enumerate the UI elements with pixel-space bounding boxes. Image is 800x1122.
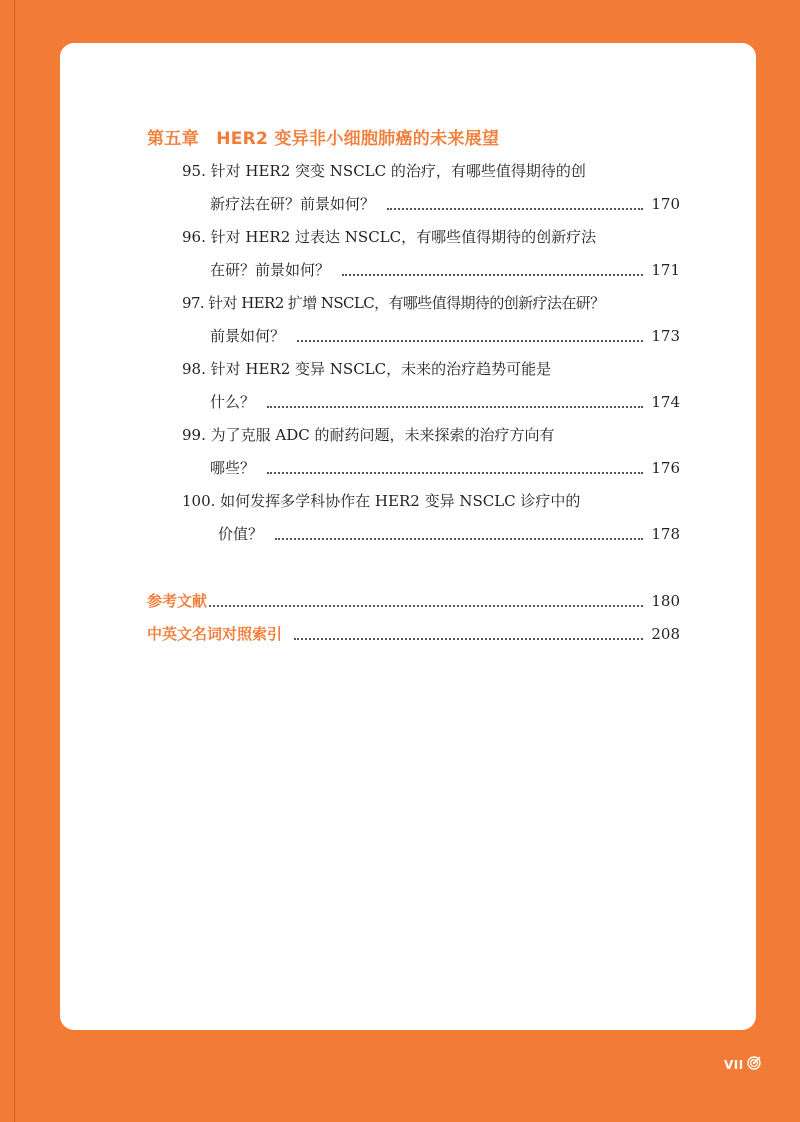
toc-entry-question-line2-row <box>210 458 680 478</box>
toc-entry-question-line1: 99. 为了克服 ADC 的耐药问题，未来探索的治疗方向有 <box>182 426 555 444</box>
toc-entry-question-line2: 在研？前景如何？ <box>210 261 331 279</box>
toc-entry-question-line1: 100. 如何发挥多学科协作在 HER2 变异 NSCLC 诊疗中的 <box>182 492 581 510</box>
chapter-title: 第五章 HER2 变异非小细胞肺癌的未来展望 <box>147 129 500 149</box>
references-label: 参考文献 <box>147 592 208 610</box>
toc-back-matter-index[interactable] <box>147 624 680 644</box>
toc-entry-question-line2-row <box>218 524 680 544</box>
toc-entry-question-line2-row <box>210 326 680 346</box>
references-page-number: 180 <box>651 592 680 610</box>
page-footer <box>724 1056 761 1073</box>
page-number-roman: VII <box>724 1057 744 1072</box>
leader-dots <box>267 471 643 474</box>
toc-entry-page-number: 176 <box>651 459 680 477</box>
target-icon <box>744 1056 761 1073</box>
toc-entry-question-line1: 96. 针对 HER2 过表达 NSCLC，有哪些值得期待的创新疗法 <box>182 228 597 246</box>
leader-dots <box>275 537 643 540</box>
page-spine-line <box>14 0 15 1122</box>
toc-entry-question-line2: 新疗法在研？前景如何？ <box>210 195 376 213</box>
toc-entry-question-line2: 价值？ <box>218 525 264 543</box>
toc-entry-question-line2-row <box>210 392 680 412</box>
leader-dots <box>209 604 643 607</box>
toc-entry-question-line2: 哪些？ <box>210 459 256 477</box>
index-page-number: 208 <box>651 625 680 643</box>
toc-entry-page-number: 173 <box>651 327 680 345</box>
leader-dots <box>267 405 643 408</box>
index-label: 中英文名词对照索引 <box>147 625 283 643</box>
toc-entry-question-line2: 前景如何？ <box>210 327 286 345</box>
leader-dots <box>297 339 643 342</box>
toc-entry-page-number: 170 <box>651 195 680 213</box>
toc-entry-question-line1: 95. 针对 HER2 突变 NSCLC 的治疗，有哪些值得期待的创 <box>182 162 586 180</box>
toc-entry-page-number: 171 <box>651 261 680 279</box>
toc-entry-question-line2-row <box>210 194 680 214</box>
toc-entry-question-line2: 什么？ <box>210 393 256 411</box>
toc-entry-page-number: 174 <box>651 393 680 411</box>
toc-entry-question-line2-row <box>210 260 680 280</box>
toc-entry-question-line1: 98. 针对 HER2 变异 NSCLC，未来的治疗趋势可能是 <box>182 360 552 378</box>
toc-entry-page-number: 178 <box>651 525 680 543</box>
leader-dots <box>387 207 643 210</box>
leader-dots <box>294 637 643 640</box>
toc-entry-question-line1: 97. 针对 HER2 扩增 NSCLC，有哪些值得期待的创新疗法在研？ <box>182 294 605 312</box>
leader-dots <box>342 273 643 276</box>
toc-back-matter-references[interactable] <box>147 591 680 611</box>
